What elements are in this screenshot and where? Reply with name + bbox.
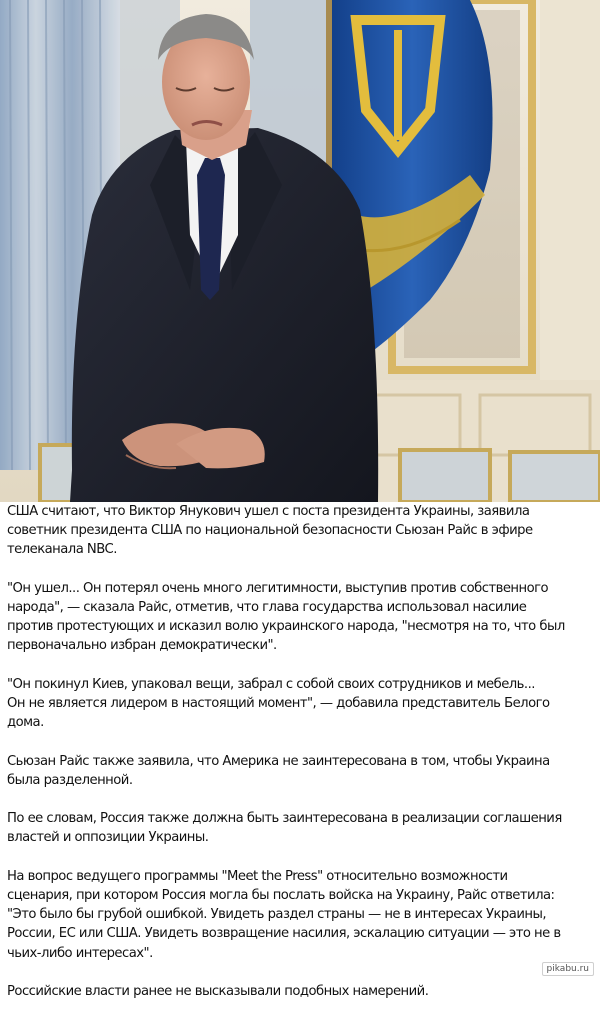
article-paragraph: Российские власти ранее не высказывали подобных намерений. [7, 982, 429, 999]
article-paragraph: По ее словам, Россия также должна быть заинтересована в реализации соглашения властей и оппозиции Украины. [7, 810, 562, 846]
article-paragraph: На вопрос ведущего программы "Meet the Press" относительно возможности сценария, при котором Россия могла бы послать войска на Украину, Райс ответила: "Это было бы грубой ошибкой. Увидеть раздел страны — не в интересах Украины, России, ЕС или США. Увидеть возвращение насилия, эскалацию ситуации — это не в чьих-либо интересах". [7, 867, 561, 961]
article-paragraph: "Он покинул Киев, упаковал вещи, забрал с собой своих сотрудников и мебель... Он не является лидером в настоящий момент", — добавила представитель Белого дома. [7, 675, 550, 731]
article-text [7, 502, 575, 1020]
site-watermark: pikabu.ru [542, 962, 594, 976]
photo-illustration [0, 0, 600, 502]
article-photo [0, 0, 600, 502]
article-paragraph: "Он ушел... Он потерял очень много легитимности, выступив против собственного народа", — сказала Райс, отметив, что глава государства использовал насилие против протестующих и исказил волю украинского народа, "несмотря на то, что был первоначально избран демократически". [7, 579, 565, 654]
article-paragraph: США считают, что Виктор Янукович ушел с поста президента Украины, заявила советник президента США по национальной безопасности Сьюзан Райс в эфире телеканала NBC. [7, 503, 533, 558]
article-paragraph: Сьюзан Райс также заявила, что Америка не заинтересована в том, чтобы Украина была разделенной. [7, 752, 550, 788]
